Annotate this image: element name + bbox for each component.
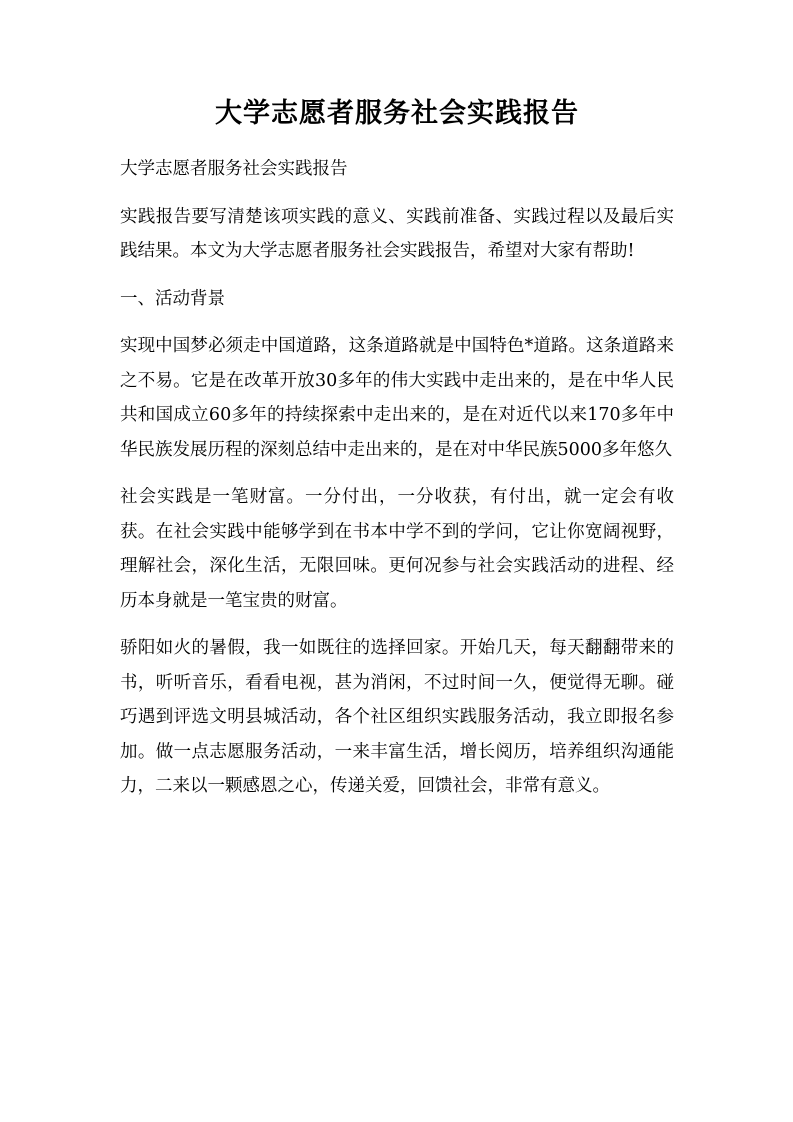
wealth-paragraph: 社会实践是一笔财富。一分付出，一分收获，有付出，就一定会有收获。在社会实践中能够学到在书本中学不到的学问，它让你宽阔视野，理解社会，深化生活，无限回味。更何况参与社会实践活动的进程、经历本身就是一笔宝贵的财富。	[120, 487, 674, 611]
section-heading-background: 一、活动背景	[120, 288, 225, 309]
summer-paragraph: 骄阳如火的暑假，我一如既往的选择回家。开始几天，每天翻翻带来的书，听听音乐，看看电视，甚为消闲，不过时间一久，便觉得无聊。碰巧遇到评选文明县城活动，各个社区组织实践服务活动，我立即报名参加。做一点志愿服务活动，一来丰富生活，增长阅历，培养组织沟通能力，二来以一颗感恩之心，传递关爱，回馈社会，非常有意义。	[120, 638, 674, 796]
subtitle-paragraph: 大学志愿者服务社会实践报告	[120, 159, 348, 179]
background-paragraph: 实现中国梦必须走中国道路，这条道路就是中国特色*道路。这条道路来之不易。它是在改革开放30多年的伟大实践中走出来的，是在中华人民共和国成立60多年的持续探索中走出来的，是在对近代以来170多年中华民族发展历程的深刻总结中走出来的，是在对中华民族5000多年悠久	[120, 336, 674, 460]
intro-paragraph: 实践报告要写清楚该项实践的意义、实践前准备、实践过程以及最后实践结果。本文为大学志愿者服务社会实践报告，希望对大家有帮助!	[120, 206, 674, 261]
document-title: 大学志愿者服务社会实践报告	[215, 98, 579, 129]
